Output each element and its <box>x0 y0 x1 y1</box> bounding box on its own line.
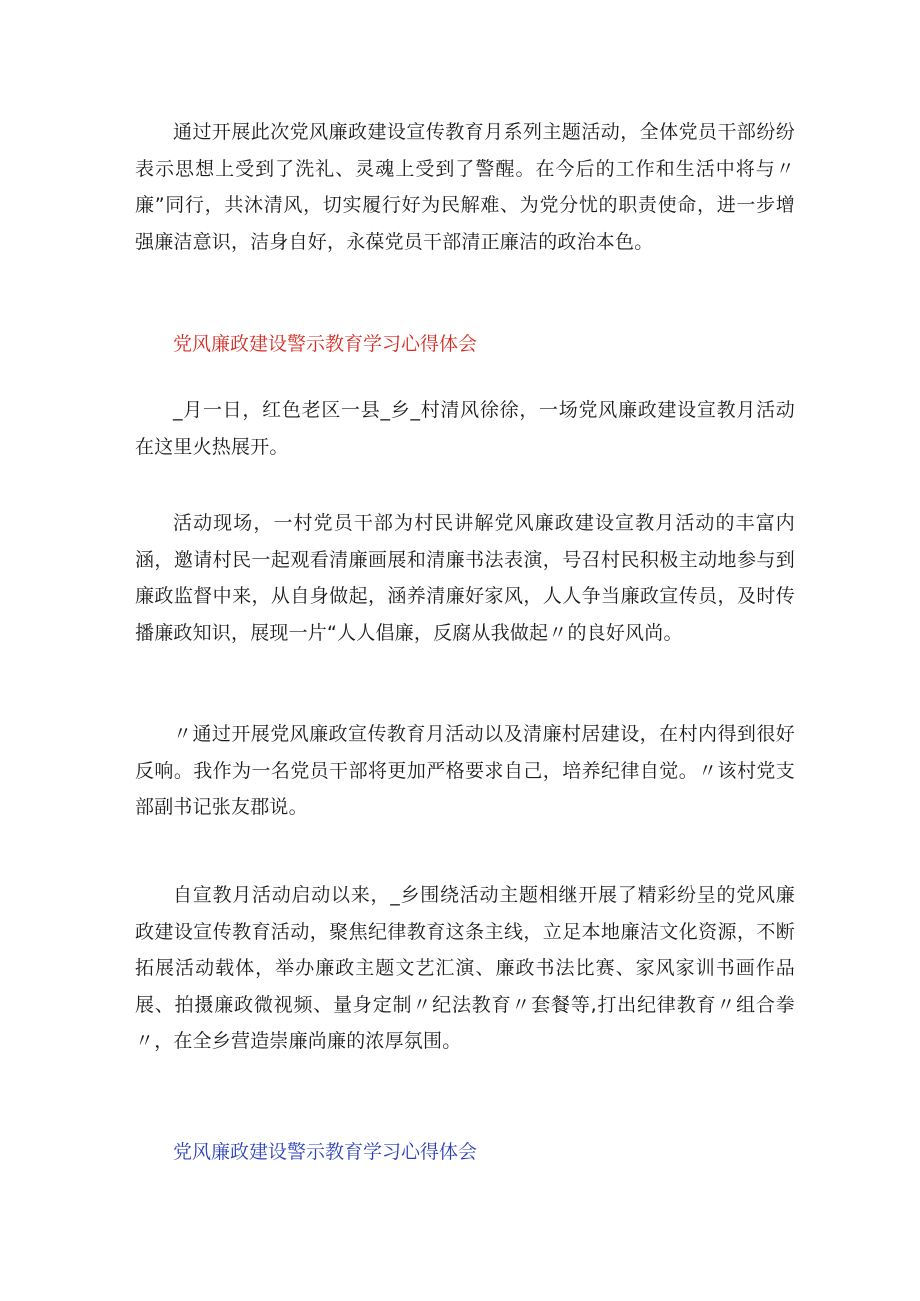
paragraph-1: 通过开展此次党风廉政建设宣传教育月系列主题活动，全体党员干部纷纷表示思想上受到了洗礼、灵魂上受到了警醒。在今后的工作和生活中将与〃廉”同行，共沐清风，切实履行好为民解难、为党分忧的职责使命，进一步增强廉洁意识，洁身自好，永葆党员干部清正廉洁的政治本色。 <box>135 121 795 253</box>
section-heading-2: 党风廉政建设警示教育学习心得体会 <box>173 1141 478 1163</box>
paragraph-5: 自宣教月活动启动以来，_乡围绕活动主题相继开展了精彩纷呈的党风廉政建设宣传教育活动，聚焦纪律教育这条主线，立足本地廉洁文化资源，不断拓展活动载体，举办廉政主题文艺汇演、廉政书法比赛、家风家训书画作品展、拍摄廉政微视频、量身定制〃纪法教育〃套餐等,打出纪律教育〃组合拳〃，在全乡营造崇廉尚廉的浓厚氛围。 <box>135 884 795 1052</box>
paragraph-4: 〃通过开展党风廉政宣传教育月活动以及清廉村居建设，在村内得到很好反响。我作为一名党员干部将更加严格要求自己，培养纪律自觉。〃该村党支部副书记张友郡说。 <box>135 723 795 818</box>
paragraph-2: _月一日，红色老区一县_乡_村清风徐徐，一场党风廉政建设宣教月活动在这里火热展开。 <box>135 399 795 458</box>
section-heading-1: 党风廉政建设警示教育学习心得体会 <box>173 333 478 355</box>
paragraph-3: 活动现场，一村党员干部为村民讲解党风廉政建设宣教月活动的丰富内涵，邀请村民一起观看清廉画展和清廉书法表演，号召村民积极主动地参与到廉政监督中来，从自身做起，涵养清廉好家风，人人争当廉政宣传员，及时传播廉政知识，展现一片“人人倡廉，反腐从我做起〃的良好风尚。 <box>135 512 795 644</box>
